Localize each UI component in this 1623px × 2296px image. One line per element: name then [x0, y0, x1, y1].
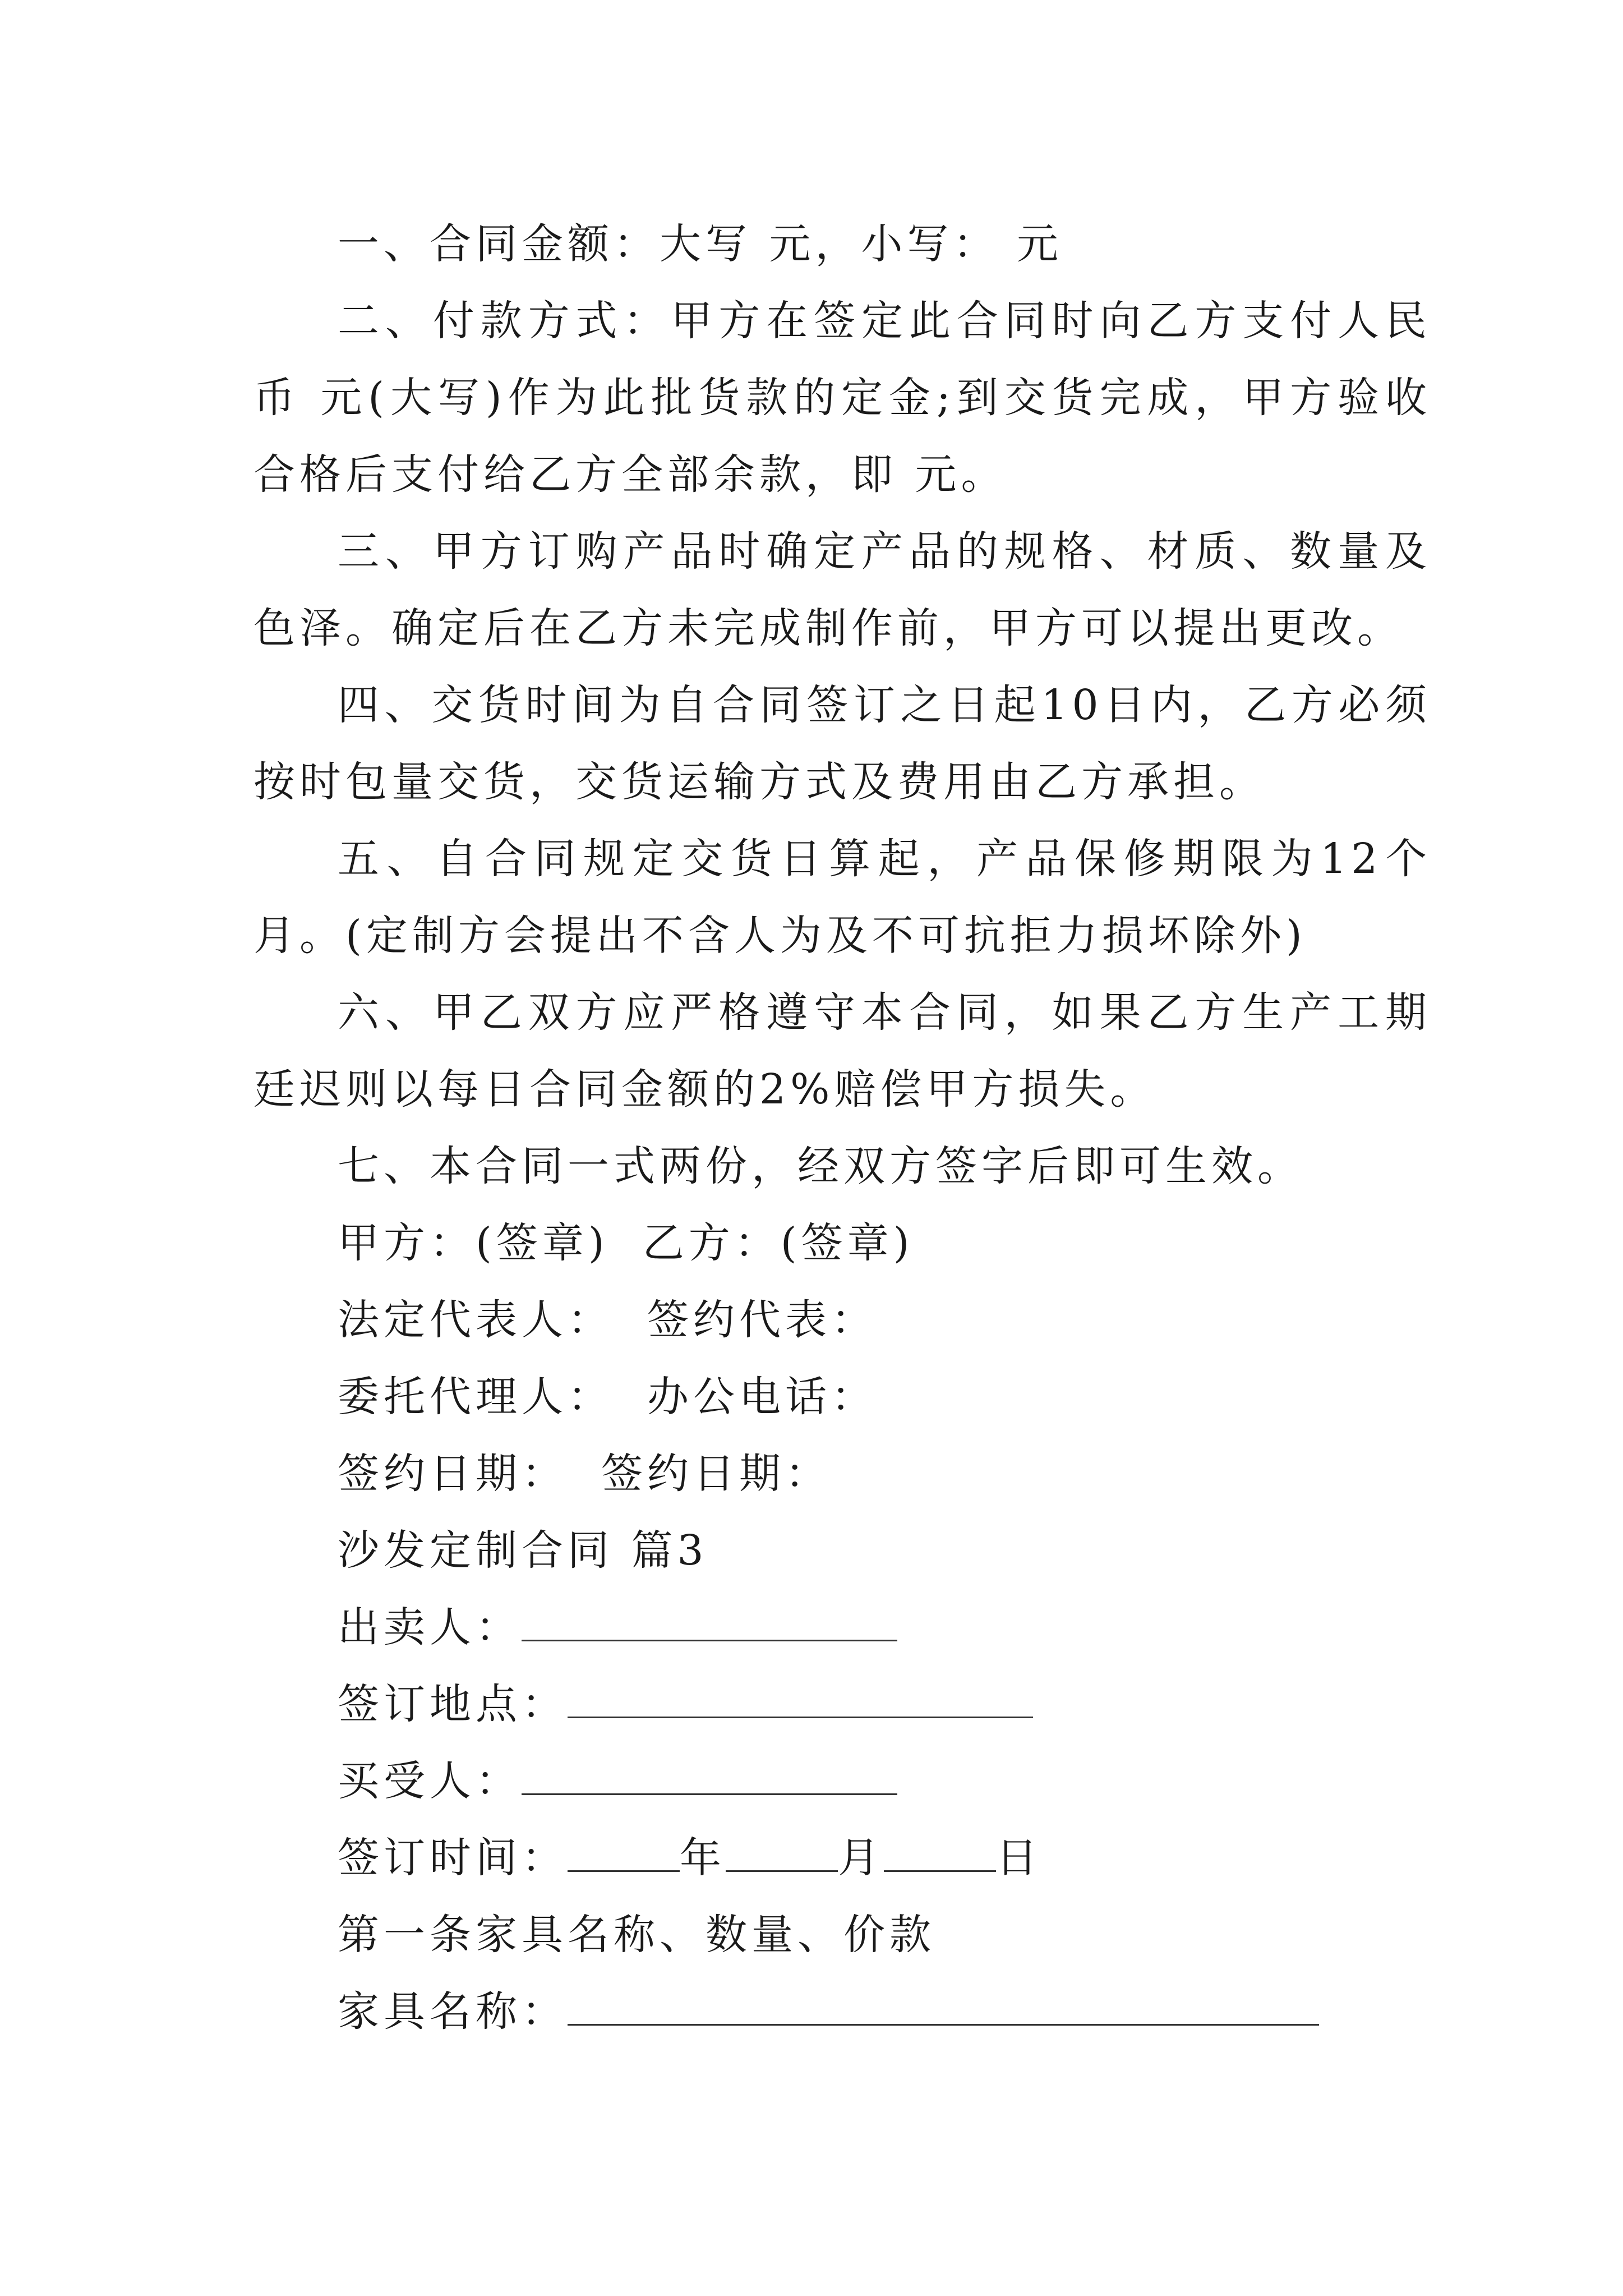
clause-7: 七、本合同一式两份，经双方签字后即可生效。: [338, 1142, 1303, 1190]
signature-parties: [253, 1205, 1431, 1282]
clause-5: 五、自合同规定交货日算起，产品保修期限为12个月。(定制方会提出不含人为及不可抗拒力损坏除外): [253, 835, 1431, 960]
month-blank: [726, 1821, 838, 1872]
furniture-blank: [568, 1975, 1319, 2026]
furniture-label: 家具名称：: [338, 1987, 568, 2036]
place-blank: [568, 1667, 1033, 1718]
article-1-heading: 第一条家具名称、数量、价款: [338, 1911, 935, 1959]
seller-label: 出卖人：: [338, 1603, 522, 1651]
party-b-seal: 乙方：(签章): [642, 1219, 914, 1267]
clause-1: 一、合同金额：大写 元，小写： 元: [338, 220, 1063, 268]
contract3-title: 沙发定制合同 篇3: [338, 1526, 708, 1575]
place-label: 签订地点：: [338, 1680, 568, 1728]
legal-representative-label: 法定代表人：: [338, 1296, 614, 1344]
clause-2: 二、付款方式：甲方在签定此合同时向乙方支付人民币 元(大写)作为此批货款的定金;到交货完成，甲方验收合格后支付给乙方全部余款，即 元。: [253, 297, 1431, 499]
furniture-row: [253, 1973, 1431, 2050]
signature-dates: [253, 1435, 1431, 1512]
day-unit: 日: [996, 1834, 1042, 1882]
clause-6: 六、甲乙双方应严格遵守本合同，如果乙方生产工期廷迟则以每日合同金额的2%赔偿甲方损失。: [253, 988, 1431, 1114]
seller-row: [253, 1589, 1431, 1666]
time-label: 签订时间：: [338, 1834, 568, 1882]
clause-3: 三、甲方订购产品时确定产品的规格、材质、数量及色泽。确定后在乙方未完成制作前，甲方可以提出更改。: [253, 527, 1431, 652]
place-row: [253, 1666, 1431, 1743]
office-phone-label: 办公电话：: [647, 1373, 877, 1421]
signature-agent-phone: [253, 1359, 1431, 1435]
document-body: [253, 206, 1431, 2050]
time-row: [253, 1820, 1431, 1897]
buyer-blank: [522, 1744, 897, 1795]
agent-label: 委托代理人：: [338, 1373, 614, 1421]
clause-4: 四、交货时间为自合同签订之日起10日内，乙方必须按时包量交货，交货运输方式及费用由乙方承担。: [253, 681, 1431, 806]
month-unit: 月: [838, 1834, 884, 1882]
seller-blank: [522, 1590, 897, 1641]
day-blank: [884, 1821, 996, 1872]
signing-date-b-label: 签约日期：: [601, 1450, 831, 1498]
party-a-seal: 甲方：(签章): [338, 1219, 609, 1267]
signature-representatives: [253, 1282, 1431, 1359]
buyer-row: [253, 1743, 1431, 1820]
year-blank: [568, 1821, 680, 1872]
signing-date-a-label: 签约日期：: [338, 1450, 568, 1498]
signing-representative-label: 签约代表：: [647, 1296, 877, 1344]
buyer-label: 买受人：: [338, 1757, 522, 1805]
year-unit: 年: [680, 1834, 726, 1882]
